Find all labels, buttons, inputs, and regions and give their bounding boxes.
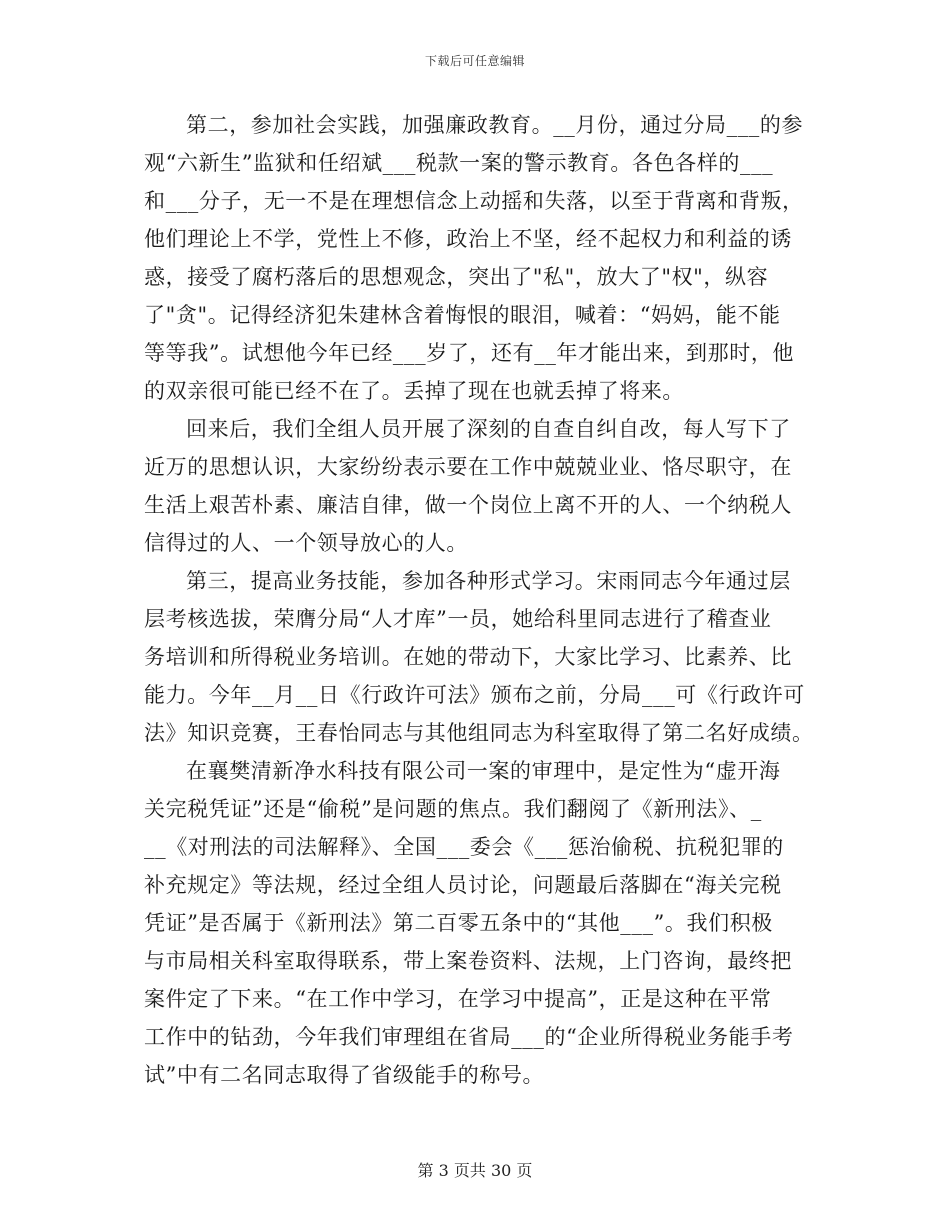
text-line: 能力。今年__月__日《行政许可法》颁布之前，分局___可《行政许可 xyxy=(144,683,805,707)
text-line: 和___分子，无一不是在理想信念上动摇和失落，以至于背离和背叛， xyxy=(144,189,804,213)
paragraph-case-review xyxy=(144,752,806,1094)
text-line: 信得过的人、一个领导放心的人。 xyxy=(144,531,468,555)
text-line: __《对刑法的司法解释》、全国___委会《___惩治偷税、抗税犯罪的 xyxy=(144,835,784,859)
paragraph-skill-improvement xyxy=(144,562,814,752)
paragraph-self-inspection xyxy=(144,410,806,562)
text-line: 案件定了下来。“在工作中学习，在学习中提高”，正是这种在平常 xyxy=(144,987,772,1011)
text-line: 试”中有二名同志取得了省级能手的称号。 xyxy=(144,1063,545,1087)
text-line: 他们理论上不学，党性上不修，政治上不坚，经不起权力和利益的诱 xyxy=(144,227,792,251)
text-line: 务培训和所得税业务培训。在她的带动下，大家比学习、比素养、比 xyxy=(144,645,792,669)
document-body xyxy=(144,106,814,1094)
text-line: 工作中的钻劲，今年我们审理组在省局___的“企业所得税业务能手考 xyxy=(144,1025,794,1049)
text-line: 法》知识竞赛，王春怡同志与其他组同志为科室取得了第二名好成绩。 xyxy=(144,721,814,745)
text-line: 层考核选拔，荣膺分局“人才库”一员，她给科里同志进行了稽查业 xyxy=(144,607,772,631)
text-line: 凭证”是否属于《新刑法》第二百零五条中的“其他___”。我们积极 xyxy=(144,911,773,935)
text-line: 关完税凭证”还是“偷税”是问题的焦点。我们翻阅了《新刑法》、_ xyxy=(144,797,762,821)
text-line: 了"贪"。记得经济犯朱建林含着悔恨的眼泪，喊着：“妈妈，能不能 xyxy=(144,303,781,327)
text-line: 补充规定》等法规，经过全组人员讨论，问题最后落脚在“海关完税 xyxy=(144,873,782,897)
text-line: 近万的思想认识，大家纷纷表示要在工作中兢兢业业、恪尽职守，在 xyxy=(144,455,792,479)
text-line: 的双亲很可能已经不在了。丢掉了现在也就丢掉了将来。 xyxy=(144,379,684,403)
text-line: 生活上艰苦朴素、廉洁自律，做一个岗位上离不开的人、一个纳税人 xyxy=(144,493,792,517)
text-line: 观“六新生”监狱和任绍斌___税款一案的警示教育。各色各样的___ xyxy=(144,151,774,175)
page-number-footer: 第 3 页共 30 页 xyxy=(417,1161,533,1180)
text-line: 第三，提高业务技能，参加各种形式学习。宋雨同志今年通过层 xyxy=(186,569,791,593)
text-line: 等等我”。试想他今年已经___岁了，还有__年才能出来，到那时，他 xyxy=(144,341,795,365)
page-header: 下载后可任意编辑 xyxy=(424,54,525,68)
text-line: 在襄樊清新净水科技有限公司一案的审理中，是定性为“虚开海 xyxy=(186,759,781,783)
text-line: 第二，参加社会实践，加强廉政教育。__月份，通过分局___的参 xyxy=(186,113,804,137)
text-line: 惑，接受了腐朽落后的思想观念，突出了"私"，放大了"权"，纵容 xyxy=(144,265,769,289)
text-line: 与市局相关科室取得联系，带上案卷资料、法规，上门咨询，最终把 xyxy=(144,949,792,973)
paragraph-practice-education xyxy=(144,106,806,410)
text-line: 回来后，我们全组人员开展了深刻的自查自纠自改，每人写下了 xyxy=(186,417,791,441)
